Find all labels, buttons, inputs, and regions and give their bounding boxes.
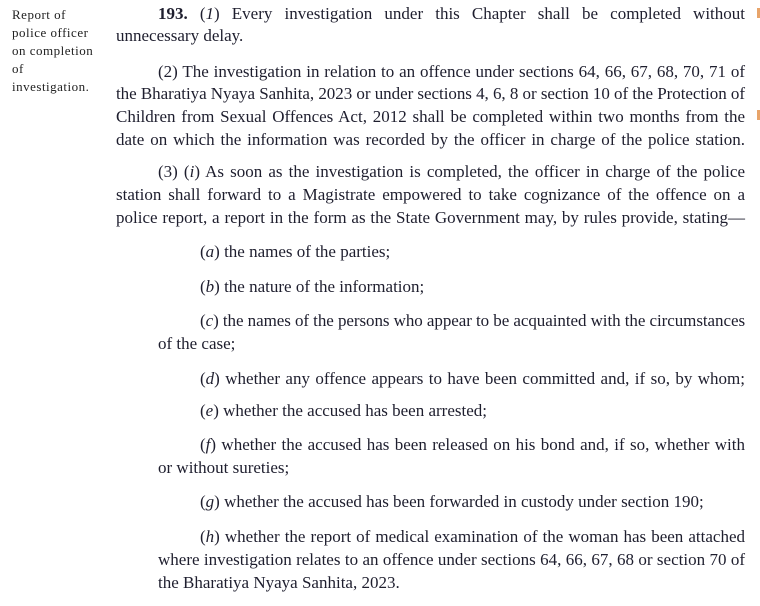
text-segment: station shall forward to a Magistrate empowered to take cognizance of the offence on a xyxy=(116,185,745,204)
text-segment: the Bharatiya Nyaya Sanhita, 2023 or under sections 4, 6, 8 or section 10 of the Protection of xyxy=(116,84,745,103)
text-segment: ) whether the accused has been arrested; xyxy=(213,401,487,420)
text-segment: ) whether any offence appears to have been committed and, if so, by whom; xyxy=(214,369,745,388)
text-segment: h xyxy=(205,527,215,546)
text-line xyxy=(200,311,745,331)
text-segment: ) the names of the parties; xyxy=(214,242,391,261)
text-segment: of the case; xyxy=(158,334,236,353)
text-segment: ) the nature of the information; xyxy=(214,277,425,296)
text-segment: ( xyxy=(200,369,206,388)
text-segment: ( xyxy=(200,435,206,454)
text-line xyxy=(200,242,390,262)
text-line xyxy=(158,62,745,82)
text-segment: (2) The investigation in relation to an offence under sections 64, 66, 67, 68, 70, 71 of xyxy=(158,62,745,81)
text-segment: e xyxy=(205,401,214,420)
text-segment: police report, a report in the form as the State Government may, by rules provide, stating— xyxy=(116,208,745,227)
text-segment: ) whether the accused has been released on his bond and, if so, whether with xyxy=(210,435,745,454)
text-segment: ( xyxy=(200,527,206,546)
text-line xyxy=(158,458,289,478)
text-line xyxy=(116,26,243,46)
text-line xyxy=(116,185,745,205)
text-segment: where investigation relates to an offence under sections 64, 66, 67, 68 or section 70 of xyxy=(158,550,745,569)
text-segment: date on which the information was recorded by the officer in charge of the police station. xyxy=(116,130,745,149)
text-line xyxy=(158,334,235,354)
text-segment: d xyxy=(205,369,215,388)
text-segment: ( xyxy=(199,4,206,23)
text-segment: i xyxy=(189,162,195,181)
text-segment: ) the names of the persons who appear to be acquainted with the circumstances xyxy=(213,311,745,330)
text-segment: ) whether the accused has been forwarded in custody under section 190; xyxy=(214,492,704,511)
text-segment: ( xyxy=(200,401,206,420)
text-segment: c xyxy=(205,311,214,330)
text-line xyxy=(116,208,745,228)
text-segment: 1 xyxy=(205,4,215,23)
text-line xyxy=(200,492,704,512)
text-line xyxy=(158,4,745,24)
text-segment: g xyxy=(205,492,215,511)
text-line xyxy=(200,369,745,389)
text-segment: ( xyxy=(200,311,206,330)
text-segment: a xyxy=(205,242,215,261)
text-line xyxy=(116,130,745,150)
marginal-note-line: investigation. xyxy=(12,79,90,94)
text-segment: unnecessary delay. xyxy=(116,26,244,45)
marginal-note-line: on completion xyxy=(12,43,94,58)
text-segment: the Bharatiya Nyaya Sanhita, 2023. xyxy=(158,573,400,592)
text-line xyxy=(158,162,745,182)
marginal-note xyxy=(12,6,108,96)
text-segment: Children from Sexual Offences Act, 2012 shall be completed within two months from the xyxy=(116,107,745,126)
text-segment: ( xyxy=(200,277,206,296)
text-segment: or without sureties; xyxy=(158,458,290,477)
marginal-note-line: of xyxy=(12,61,24,76)
text-line xyxy=(200,277,424,297)
text-line xyxy=(200,527,745,547)
marginal-note-line: Report of xyxy=(12,7,66,22)
text-segment: 193. xyxy=(158,4,200,23)
text-segment: ( xyxy=(200,242,206,261)
text-segment: (3) ( xyxy=(158,162,190,181)
text-segment: b xyxy=(205,277,215,296)
text-line xyxy=(158,573,400,593)
marginal-note-line: police officer xyxy=(12,25,89,40)
text-segment: ) Every investigation under this Chapter shall be completed without xyxy=(214,4,746,23)
text-segment: ( xyxy=(200,492,206,511)
text-segment: f xyxy=(205,435,211,454)
text-line xyxy=(116,84,745,104)
text-line xyxy=(158,550,745,570)
text-segment: ) As soon as the investigation is completed, the officer in charge of the police xyxy=(194,162,746,181)
text-line xyxy=(116,107,745,127)
text-line xyxy=(200,401,487,421)
text-segment: ) whether the report of medical examination of the woman has been attached xyxy=(214,527,745,546)
text-line xyxy=(200,435,745,455)
